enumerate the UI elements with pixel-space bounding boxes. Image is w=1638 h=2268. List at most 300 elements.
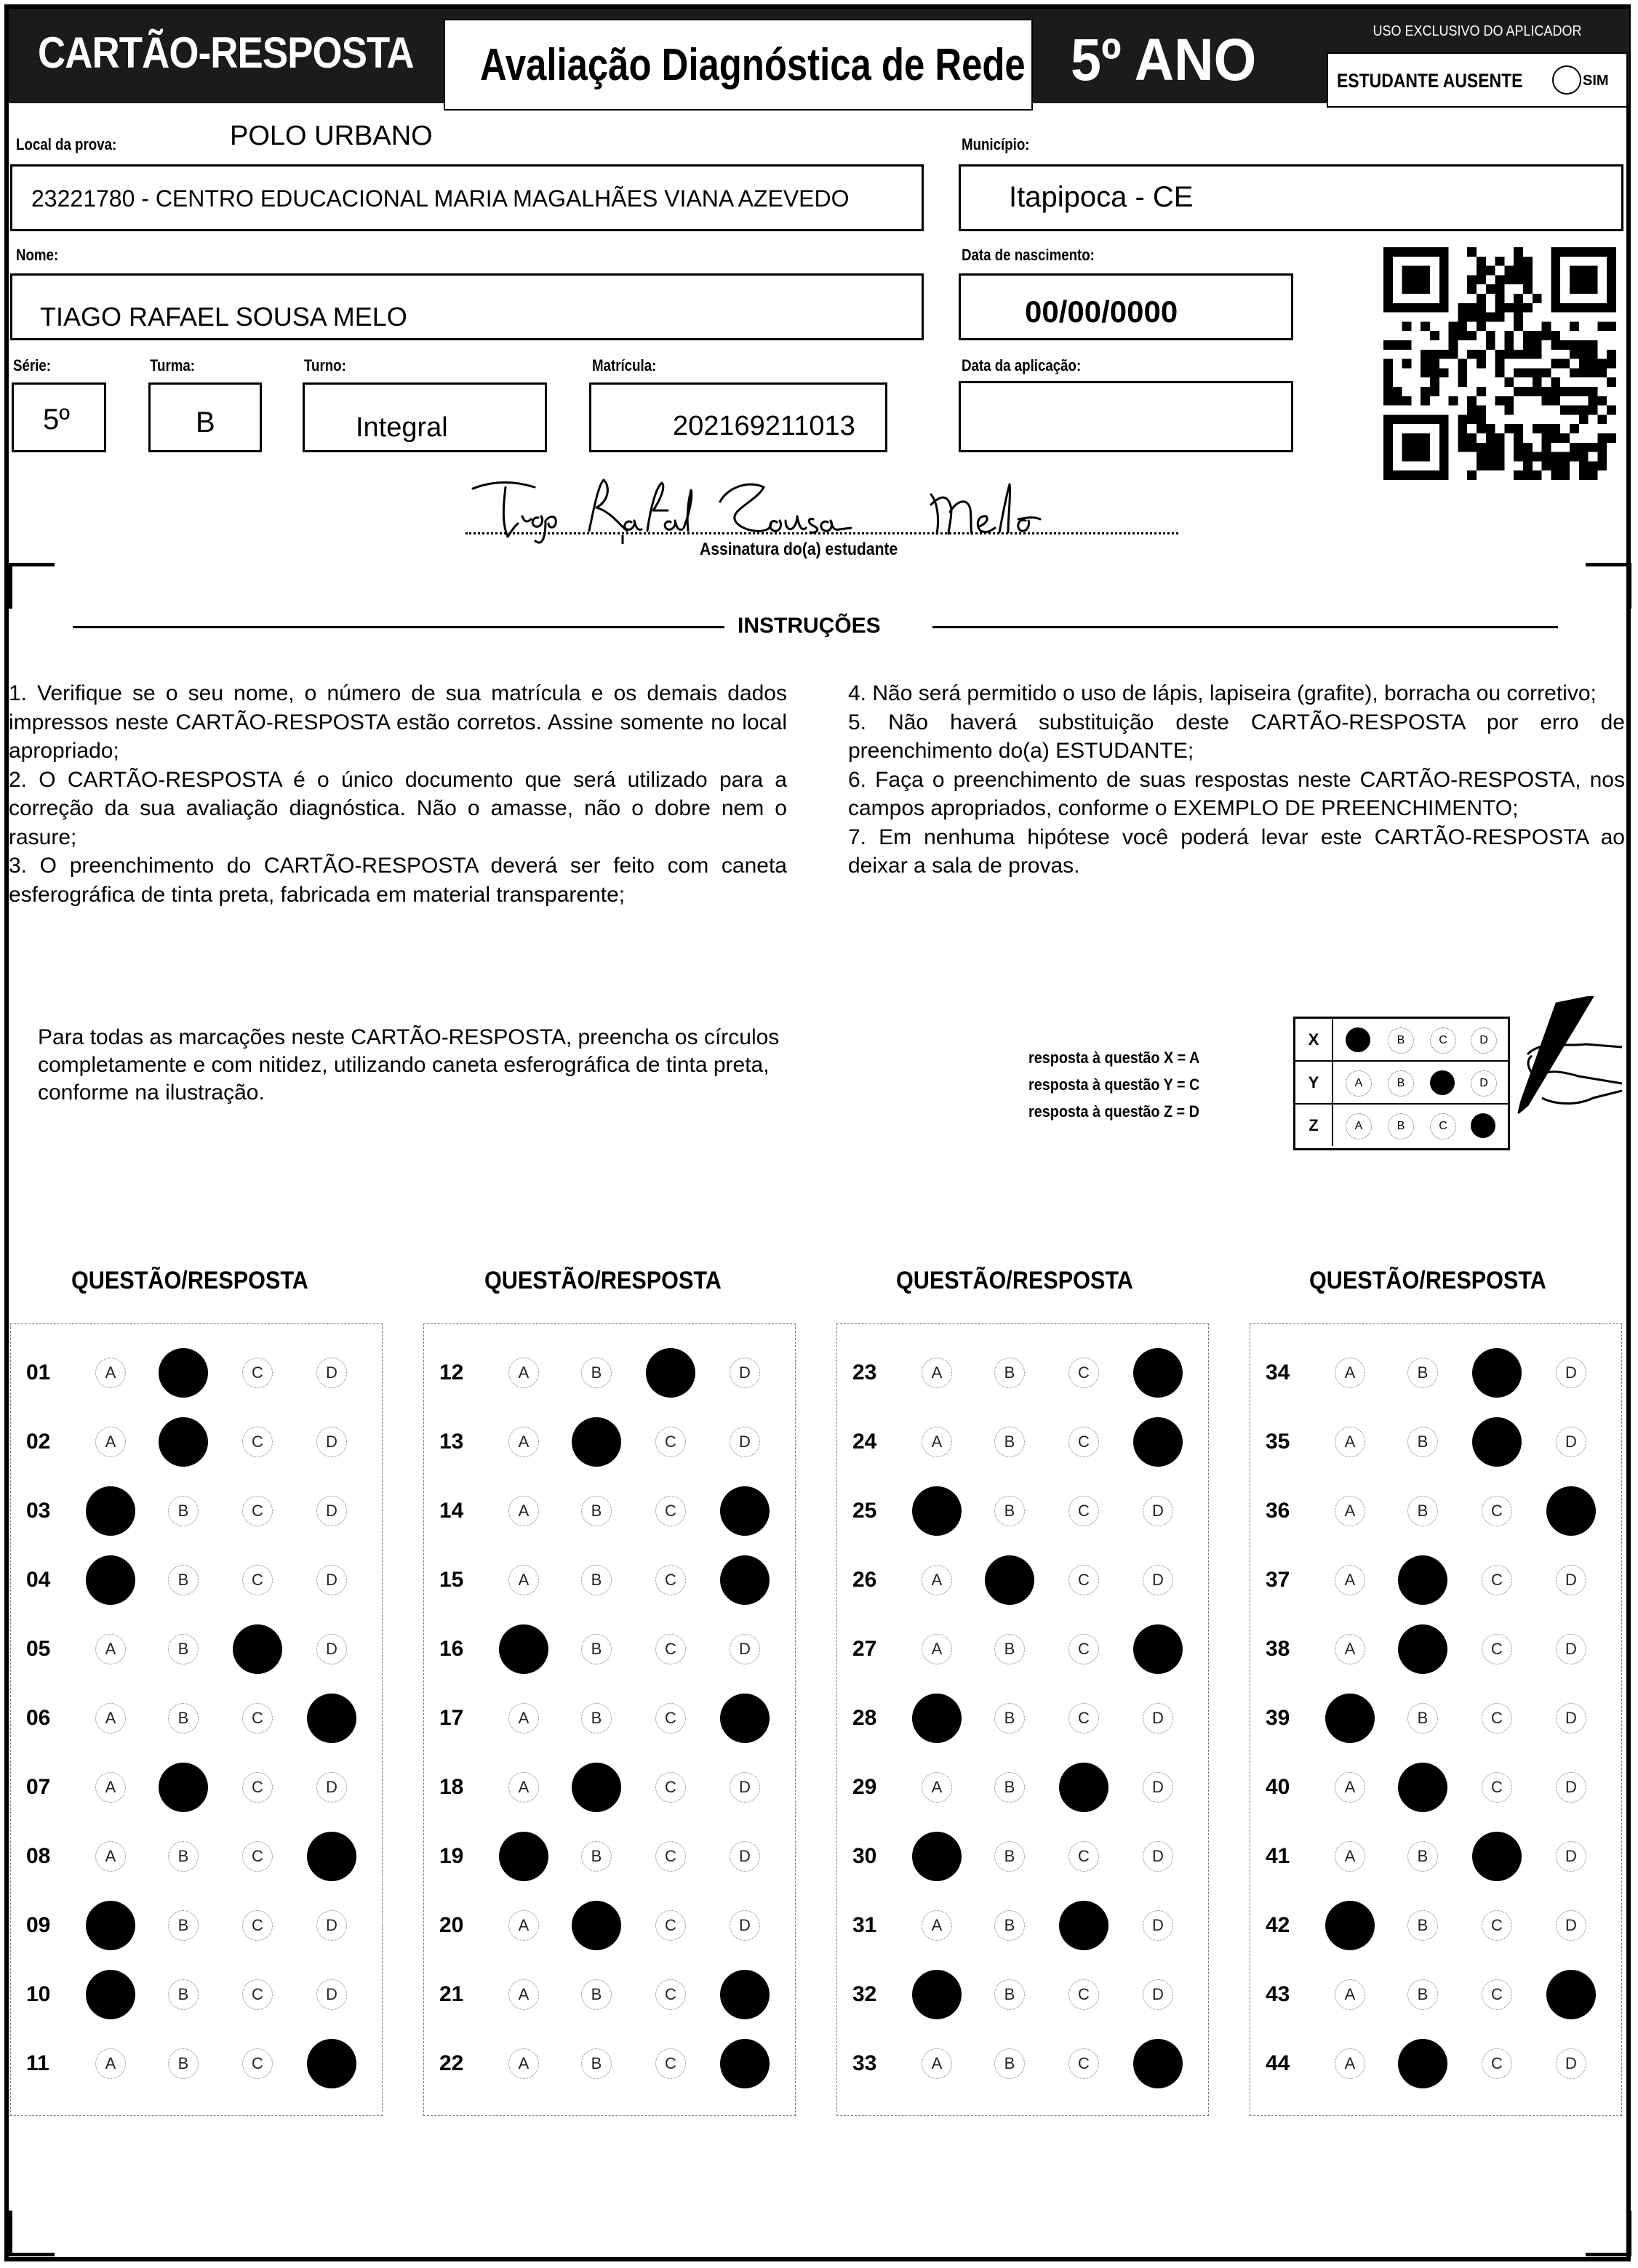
question-number: 39 [1266,1706,1290,1730]
answer-bubble-c[interactable]: C [242,1703,273,1734]
answer-bubble-b[interactable]: B [581,1979,612,2010]
question-number: 02 [26,1430,51,1454]
question-number: 18 [439,1775,464,1799]
nascimento-label: Data de nascimento: [962,246,1095,264]
example-bubble-c: C [1430,1027,1456,1054]
answer-bubble-c[interactable] [646,1348,695,1398]
answer-bubble-d[interactable]: D [316,1910,347,1941]
answer-bubble-c[interactable]: C [1482,1565,1512,1595]
example-key: X [1295,1019,1333,1060]
turno-field [303,382,547,452]
answer-bubble-b[interactable] [572,1763,621,1812]
answer-bubble-b[interactable] [572,1417,621,1467]
answer-bubble-d[interactable] [1133,1348,1183,1398]
answer-bubble-b[interactable] [1398,1555,1447,1605]
question-number: 15 [439,1568,464,1592]
answer-bubble-d[interactable]: D [316,1634,347,1664]
answer-bubble-c[interactable]: C [242,1565,273,1595]
question-number: 40 [1266,1775,1290,1799]
answer-bubble-b[interactable]: B [168,1841,199,1872]
answer-bubble-a[interactable]: A [922,1634,952,1664]
example-bubble-c [1430,1070,1455,1095]
answer-bubble-d[interactable] [720,1555,770,1605]
example-bubble-b: B [1388,1027,1414,1054]
answer-bubble-a[interactable]: A [922,2048,952,2079]
fill-instruction: Para todas as marcações neste CARTÃO-RESPOSTA, preencha os círculos completamente e com nitidez, utilizando caneta esferográfica de tinta preta, conforme na ilustração. [38,1025,780,1105]
answer-bubble-b[interactable]: B [994,2048,1025,2079]
answer-bubble-a[interactable]: A [95,1634,126,1664]
answer-bubble-d[interactable]: D [316,1979,347,2010]
answer-bubble-d[interactable]: D [316,1427,347,1457]
answer-bubble-c[interactable] [1472,1832,1522,1881]
municipio-value: Itapipoca - CE [1009,181,1194,213]
answer-bubble-c[interactable]: C [1482,1979,1512,2010]
instruction-item: 6. Faça o preenchimento de suas respostas neste CARTÃO-RESPOSTA, nos campos apropriados, conforme o EXEMPLO DE PREENCHIMENTO; [848,767,1625,820]
answer-bubble-d[interactable]: D [1556,1634,1586,1664]
answer-bubble-b[interactable]: B [168,2048,199,2079]
answer-bubble-b[interactable] [1398,1624,1447,1674]
question-number: 25 [852,1499,877,1523]
question-number: 10 [26,1982,51,2006]
answer-bubble-a[interactable] [86,1970,135,2019]
question-number: 24 [852,1430,877,1454]
answer-bubble-a[interactable] [912,1486,962,1536]
pen-hand-icon [1484,996,1629,1142]
answer-bubble-b[interactable]: B [994,1841,1025,1872]
example-row [1295,1062,1508,1105]
answer-bubble-b[interactable]: B [581,1358,612,1388]
question-number: 35 [1266,1430,1290,1454]
question-number: 32 [852,1982,877,2006]
answer-bubble-c[interactable]: C [655,1427,686,1457]
answer-bubble-a[interactable]: A [95,2048,126,2079]
answer-bubble-d[interactable] [1546,1970,1596,2019]
nascimento-field [959,273,1293,340]
aplicacao-label: Data da aplicação: [962,356,1082,374]
answer-bubble-d[interactable]: D [1556,1772,1586,1803]
instruction-item: 1. Verifique se o seu nome, o número de sua matrícula e os demais dados impressos neste CARTÃO-RESPOSTA estão corretos. Assine somente no local apropriado; [9,681,787,763]
corner-mark [1586,2211,1631,2256]
question-number: 34 [1266,1361,1290,1385]
answer-bubble-a[interactable] [912,1832,962,1881]
answer-bubble-c[interactable]: C [655,1841,686,1872]
answer-bubble-c[interactable]: C [1068,1979,1099,2010]
answer-bubble-d[interactable]: D [730,1358,760,1388]
question-number: 33 [852,2051,877,2075]
serie-field [12,382,106,452]
question-number: 28 [852,1706,877,1730]
answer-bubble-c[interactable]: C [1482,1496,1512,1526]
instructions-title: INSTRUÇÕES [738,614,881,638]
card-title: CARTÃO-RESPOSTA [38,28,414,77]
turno-value: Integral [356,412,448,443]
answer-bubble-d[interactable]: D [730,1841,760,1872]
answer-bubble-a[interactable]: A [922,1910,952,1941]
local-value: POLO URBANO [230,121,433,151]
instruction-item: 3. O preenchimento do CARTÃO-RESPOSTA deverá ser feito com caneta esferográfica de tinta preta, fabricada em material transparente; [9,854,787,907]
answer-bubble-b[interactable]: B [581,1634,612,1664]
answer-bubble-c[interactable]: C [655,1703,686,1734]
answer-bubble-d[interactable] [720,1694,770,1743]
answer-bubble-d[interactable]: D [1143,1979,1173,2010]
question-number: 38 [1266,1637,1290,1661]
question-number: 20 [439,1913,464,1937]
answer-bubble-a[interactable] [499,1624,548,1674]
answer-bubble-d[interactable] [720,2039,770,2088]
nascimento-value: 00/00/0000 [1025,294,1178,329]
answer-bubble-d[interactable]: D [1556,1565,1586,1595]
answer-bubble-c[interactable]: C [1482,2048,1512,2079]
answer-bubble-a[interactable] [499,1832,548,1881]
question-number: 41 [1266,1844,1290,1868]
answer-bubble-d[interactable] [307,1832,356,1881]
answer-bubble-d[interactable]: D [1556,1427,1586,1457]
question-number: 19 [439,1844,464,1868]
answer-bubble-c[interactable]: C [242,1358,273,1388]
turno-label: Turno: [304,356,346,374]
school-field [10,164,924,231]
question-number: 26 [852,1568,877,1592]
answer-bubble-d[interactable]: D [1556,1910,1586,1941]
question-number: 36 [1266,1499,1290,1523]
answer-bubble-c[interactable]: C [1068,1496,1099,1526]
answer-bubble-b[interactable]: B [1407,1703,1438,1734]
question-number: 11 [26,2051,49,2075]
answer-bubble-d[interactable]: D [1556,1841,1586,1872]
answer-bubble-a[interactable]: A [1335,1427,1365,1457]
answer-bubble-b[interactable]: B [581,2048,612,2079]
answer-bubble-c[interactable]: C [242,1772,273,1803]
answer-bubble-b[interactable]: B [1407,1841,1438,1872]
answer-bubble-b[interactable] [985,1555,1034,1605]
question-number: 07 [26,1775,51,1799]
answer-bubble-b[interactable]: B [994,1910,1025,1941]
answer-bubble-a[interactable] [912,1694,962,1743]
answer-bubble-a[interactable]: A [508,2048,539,2079]
question-number: 06 [26,1706,51,1730]
answer-bubble-a[interactable]: A [508,1910,539,1941]
answer-bubble-b[interactable]: B [994,1496,1025,1526]
answer-bubble-b[interactable]: B [1407,1496,1438,1526]
grade-title: 5º ANO [1071,27,1257,93]
answer-bubble-a[interactable] [86,1486,135,1536]
answer-bubble-d[interactable]: D [1143,1496,1173,1526]
answer-bubble-a[interactable]: A [922,1427,952,1457]
answer-bubble-d[interactable]: D [316,1772,347,1803]
answer-bubble-a[interactable]: A [508,1358,539,1388]
municipio-field [959,164,1623,231]
signature-caption: Assinatura do(a) estudante [700,540,898,559]
answer-bubble-c[interactable]: C [1482,1634,1512,1664]
question-number: 30 [852,1844,877,1868]
absent-label: ESTUDANTE AUSENTE [1337,70,1523,92]
question-number: 12 [439,1361,464,1385]
example-bubble-a [1346,1027,1370,1052]
answer-bubble-a[interactable]: A [922,1565,952,1595]
answer-bubble-a[interactable]: A [95,1358,126,1388]
answer-bubble-b[interactable]: B [1407,1358,1438,1388]
answer-bubble-a[interactable]: A [1335,1358,1365,1388]
answer-bubble-d[interactable]: D [730,1772,760,1803]
serie-value: 5º [43,404,70,436]
municipio-label: Município: [962,135,1030,153]
answer-bubble-a[interactable]: A [1335,1634,1365,1664]
answer-bubble-b[interactable]: B [1407,1427,1438,1457]
answer-bubble-c[interactable] [1059,1763,1108,1812]
answer-bubble-b[interactable]: B [1407,1910,1438,1941]
corner-mark [1586,563,1631,609]
answer-heading: QUESTÃO/RESPOSTA [1309,1267,1546,1294]
answer-bubble-b[interactable] [159,1348,208,1398]
answer-heading: QUESTÃO/RESPOSTA [896,1267,1133,1294]
answer-bubble-d[interactable]: D [730,1427,760,1457]
answer-bubble-b[interactable] [159,1763,208,1812]
answer-bubble-b[interactable]: B [168,1703,199,1734]
question-number: 44 [1266,2051,1290,2075]
answer-bubble-a[interactable] [86,1555,135,1605]
answer-bubble-c[interactable]: C [655,1910,686,1941]
answer-bubble-d[interactable]: D [1143,1841,1173,1872]
answer-bubble-b[interactable] [1398,1763,1447,1812]
example-bubble-a: A [1346,1113,1372,1139]
answer-bubble-a[interactable]: A [922,1358,952,1388]
example-key: Y [1295,1062,1333,1103]
answer-bubble-b[interactable]: B [168,1496,199,1526]
aplicacao-field[interactable] [959,381,1293,452]
answer-bubble-d[interactable]: D [1556,2048,1586,2079]
answer-bubble-d[interactable]: D [316,1565,347,1595]
answer-bubble-d[interactable] [1546,1486,1596,1536]
answer-bubble-c[interactable]: C [655,1496,686,1526]
question-number: 27 [852,1637,877,1661]
question-number: 22 [439,2051,464,2075]
answer-bubble-b[interactable]: B [168,1634,199,1664]
answer-bubble-b[interactable]: B [994,1772,1025,1803]
instructions-rule [73,626,724,628]
answer-bubble-a[interactable]: A [95,1772,126,1803]
example-row [1295,1105,1508,1147]
question-number: 14 [439,1499,464,1523]
applicator-area [1321,19,1634,111]
answer-bubble-b[interactable] [1398,2039,1447,2088]
question-number: 37 [1266,1568,1290,1592]
matricula-value: 202169211013 [673,411,855,441]
question-number: 16 [439,1637,464,1661]
answer-bubble-d[interactable]: D [316,1496,347,1526]
turma-value: B [196,406,215,438]
answer-bubble-c[interactable] [1059,1901,1108,1950]
nome-field [10,273,924,340]
example-bubble-d: D [1471,1070,1497,1097]
answer-bubble-d[interactable]: D [1143,1565,1173,1595]
answer-bubble-c[interactable]: C [1068,2048,1099,2079]
answer-bubble-b[interactable]: B [168,1910,199,1941]
example-row [1295,1019,1508,1062]
nome-value: TIAGO RAFAEL SOUSA MELO [40,302,407,332]
instructions-left [9,679,787,909]
instruction-item: 4. Não será permitido o uso de lápis, lapiseira (grafite), borracha ou corretivo; [848,681,1597,705]
signature-line [466,532,1178,534]
answer-bubble-a[interactable]: A [922,1772,952,1803]
answer-bubble-c[interactable]: C [655,2048,686,2079]
answer-bubble-d[interactable]: D [730,1910,760,1941]
answer-bubble-c[interactable]: C [1482,1703,1512,1734]
answer-bubble-a[interactable]: A [508,1979,539,2010]
answer-bubble-a[interactable]: A [508,1565,539,1595]
answer-bubble-a[interactable]: A [508,1496,539,1526]
nome-label: Nome: [16,246,59,264]
example-legend [1028,1044,1199,1125]
answer-bubble-b[interactable]: B [1407,1979,1438,2010]
question-number: 43 [1266,1982,1290,2006]
answer-bubble-a[interactable]: A [508,1772,539,1803]
answer-bubble-b[interactable]: B [994,1703,1025,1734]
question-number: 04 [26,1568,51,1592]
answer-bubble-a[interactable]: A [1335,1772,1365,1803]
answer-bubble-d[interactable]: D [1143,1703,1173,1734]
question-number: 31 [852,1913,877,1937]
answer-bubble-a[interactable]: A [95,1703,126,1734]
answer-bubble-d[interactable] [1133,1624,1183,1674]
answer-bubble-b[interactable]: B [994,1358,1025,1388]
example-bubble-d: D [1471,1027,1497,1054]
answer-bubble-a[interactable]: A [508,1427,539,1457]
answer-bubble-b[interactable]: B [581,1496,612,1526]
answer-bubble-c[interactable]: C [1068,1703,1099,1734]
absent-box [1327,52,1628,108]
answer-bubble-a[interactable]: A [95,1427,126,1457]
answer-bubble-a[interactable]: A [1335,1496,1365,1526]
answer-bubble-d[interactable]: D [1143,1772,1173,1803]
answer-bubble-c[interactable]: C [655,1565,686,1595]
answer-bubble-c[interactable]: C [1068,1841,1099,1872]
example-line: resposta à questão Y = C [1028,1075,1200,1094]
assessment-title: Avaliação Diagnóstica de Rede [480,40,1026,90]
answer-bubble-b[interactable]: B [581,1841,612,1872]
example-key: Z [1295,1105,1333,1146]
question-number: 01 [26,1361,51,1385]
corner-mark [9,2211,55,2256]
answer-bubble-b[interactable]: B [994,1634,1025,1664]
answer-bubble-d[interactable] [1133,2039,1183,2088]
matricula-label: Matrícula: [592,356,657,374]
answer-bubble-c[interactable]: C [242,1979,273,2010]
instruction-item: 2. O CARTÃO-RESPOSTA é o único documento que será utilizado para a correção da sua avaliação diagnóstica. Não o amasse, não o dobre nem o rasure; [9,767,787,849]
answer-bubble-d[interactable]: D [1556,1358,1586,1388]
example-line: resposta à questão X = A [1028,1049,1200,1067]
answer-bubble-d[interactable]: D [316,1358,347,1388]
answer-bubble-b[interactable]: B [581,1703,612,1734]
answer-bubble-b[interactable]: B [994,1979,1025,2010]
answer-bubble-c[interactable]: C [1068,1427,1099,1457]
turma-label: Turma: [150,356,195,374]
answer-bubble-a[interactable]: A [1335,2048,1365,2079]
applicator-caption: USO EXCLUSIVO DO APLICADOR [1373,23,1582,39]
answer-bubble-c[interactable]: C [242,1496,273,1526]
corner-mark [9,563,55,609]
absent-option: SIM [1583,73,1609,89]
example-bubble-a: A [1346,1070,1372,1097]
answer-bubble-c[interactable] [233,1624,282,1674]
answer-bubble-c[interactable]: C [1068,1358,1099,1388]
answer-bubble-b[interactable] [159,1417,208,1467]
answer-bubble-d[interactable]: D [1556,1703,1586,1734]
answer-bubble-a[interactable] [1325,1901,1375,1950]
answer-bubble-b[interactable]: B [994,1427,1025,1457]
answer-bubble-d[interactable] [1133,1417,1183,1467]
instruction-item: 5. Não haverá substituição deste CARTÃO-RESPOSTA por erro de preenchimento do(a) ESTUDANTE; [848,710,1625,763]
question-number: 21 [439,1982,464,2006]
question-number: 29 [852,1775,877,1799]
question-number: 23 [852,1361,877,1385]
question-number: 42 [1266,1913,1290,1937]
answer-bubble-a[interactable]: A [1335,1565,1365,1595]
answer-bubble-c[interactable]: C [242,1910,273,1941]
answer-bubble-a[interactable]: A [1335,1841,1365,1872]
matricula-field [589,382,887,452]
assessment-title-box [444,19,1033,111]
answer-bubble-d[interactable] [720,1486,770,1536]
answer-bubble-d[interactable] [307,1694,356,1743]
answer-bubble-c[interactable]: C [242,2048,273,2079]
header-bar [9,9,1629,103]
answer-bubble-a[interactable] [912,1970,962,2019]
question-number: 03 [26,1499,51,1523]
answer-bubble-a[interactable] [1325,1694,1375,1743]
answer-bubble-d[interactable]: D [730,1634,760,1664]
answer-bubble-d[interactable] [307,2039,356,2088]
answer-bubble-c[interactable]: C [655,1634,686,1664]
serie-label: Série: [13,356,51,374]
answer-bubble-d[interactable]: D [1143,1910,1173,1941]
example-bubble-b: B [1388,1113,1414,1139]
instructions-right [848,679,1625,881]
answer-bubble-d[interactable] [720,1970,770,2019]
answer-bubble-a[interactable]: A [508,1703,539,1734]
example-grid [1293,1017,1510,1150]
answer-bubble-c[interactable] [1472,1348,1522,1398]
answer-bubble-c[interactable]: C [1482,1772,1512,1803]
answer-bubble-c[interactable]: C [1068,1565,1099,1595]
answer-bubble-c[interactable]: C [655,1979,686,2010]
answer-bubble-a[interactable]: A [95,1841,126,1872]
answer-bubble-b[interactable]: B [581,1565,612,1595]
answer-bubble-b[interactable]: B [168,1565,199,1595]
answer-bubble-c[interactable]: C [242,1841,273,1872]
question-number: 13 [439,1430,464,1454]
question-number: 05 [26,1637,51,1661]
absent-bubble[interactable] [1552,65,1581,95]
example-bubble-b: B [1388,1070,1414,1097]
answer-bubble-c[interactable] [1472,1417,1522,1467]
answer-bubble-b[interactable] [572,1901,621,1950]
instructions-rule [932,626,1558,628]
qr-code [1383,247,1616,480]
answer-bubble-a[interactable] [86,1901,135,1950]
question-number: 09 [26,1913,51,1937]
answer-bubble-c[interactable]: C [242,1427,273,1457]
instruction-item: 7. Em nenhuma hipótese você poderá levar este CARTÃO-RESPOSTA ao deixar a sala de provas. [848,825,1625,878]
answer-bubble-c[interactable]: C [1068,1634,1099,1664]
question-number: 17 [439,1706,464,1730]
answer-bubble-c[interactable]: C [1482,1910,1512,1941]
example-bubble-c: C [1430,1113,1456,1139]
turma-field [148,382,262,452]
answer-bubble-a[interactable]: A [1335,1979,1365,2010]
answer-bubble-b[interactable]: B [168,1979,199,2010]
answer-bubble-c[interactable]: C [655,1772,686,1803]
local-label: Local da prova: [16,135,117,153]
